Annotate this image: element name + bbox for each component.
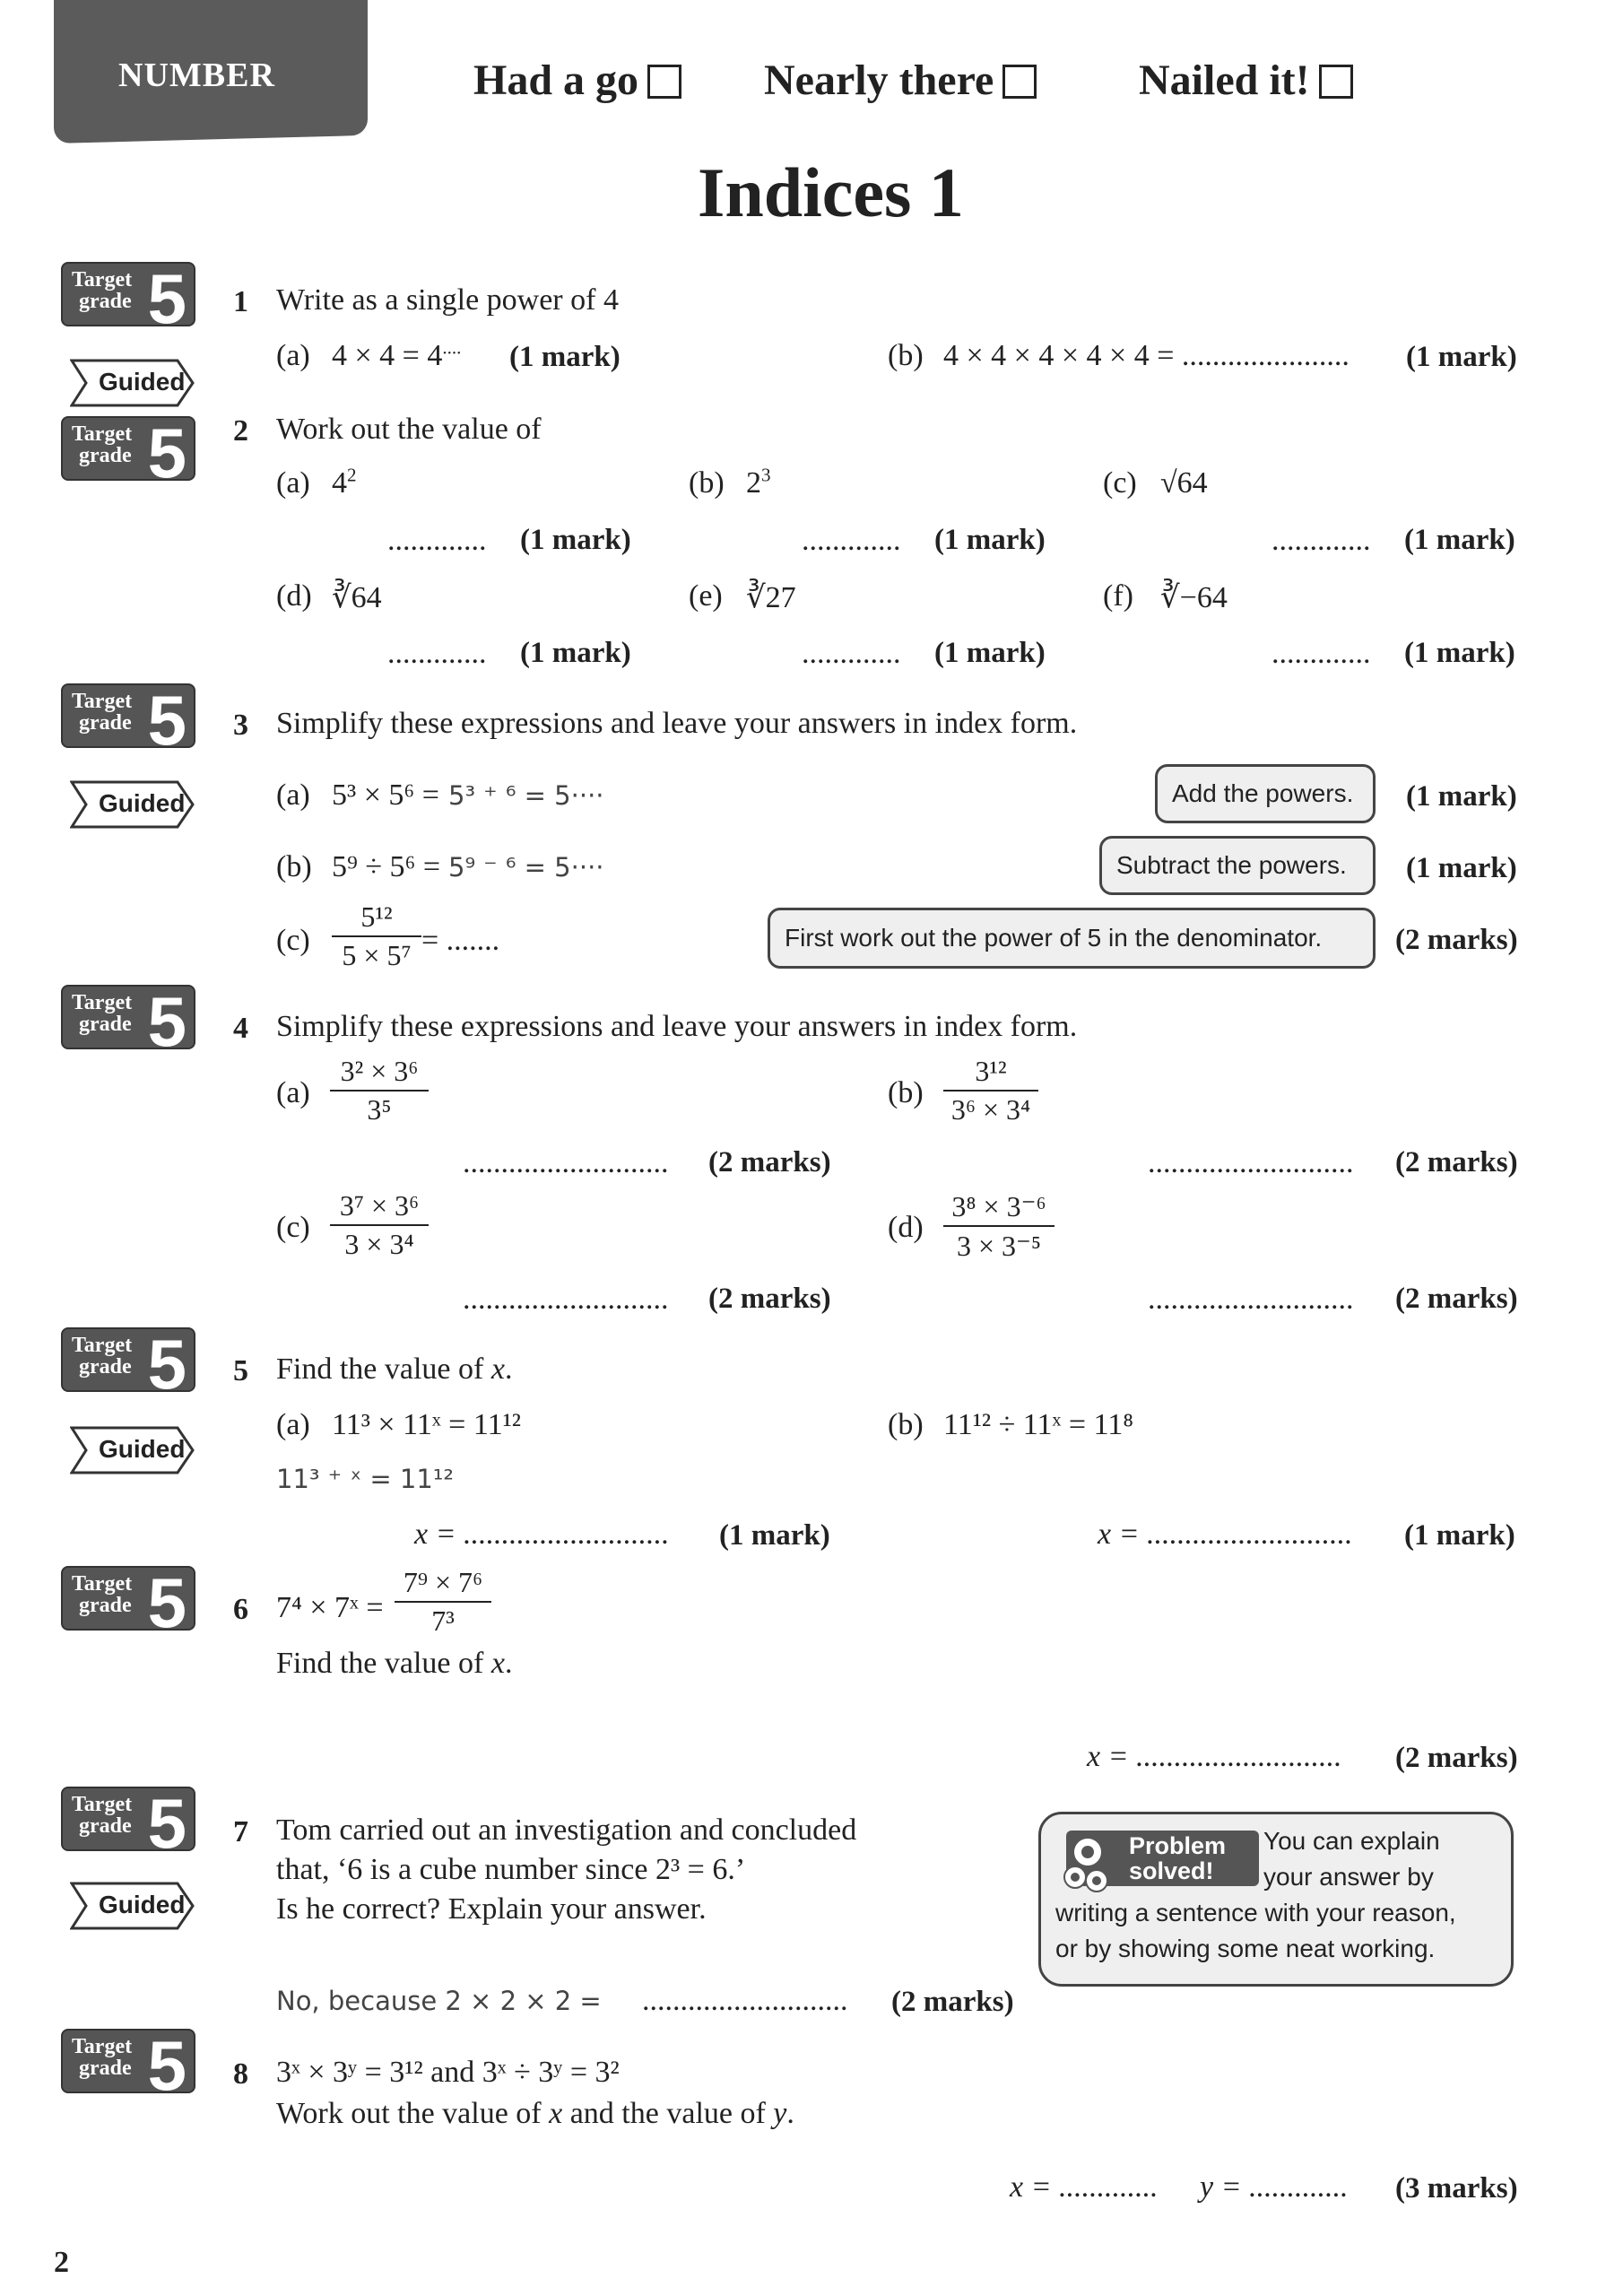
hint-box: Add the powers. — [1155, 764, 1376, 823]
question-number: 2 — [233, 414, 248, 448]
q1b-label: (b) — [888, 339, 924, 372]
answer-line[interactable]: ........................... — [642, 1984, 848, 2017]
problem-solved-text: You can explain — [1263, 1827, 1440, 1855]
question-prompt: Work out the value of x and the value of y. — [276, 2097, 794, 2130]
q3b-label: (b) — [276, 850, 312, 883]
answer-line-y[interactable]: y = ............. — [1200, 2170, 1349, 2204]
answer-line[interactable]: ............. — [802, 524, 901, 557]
gears-icon — [1057, 1834, 1129, 1897]
marks: (2 marks) — [1395, 924, 1518, 956]
q1a-label: (a) — [276, 339, 310, 372]
q3b-expression: 5⁹ ÷ 5⁶ = — [332, 850, 441, 883]
marks: (1 mark) — [1404, 1519, 1515, 1552]
q4c-label: (c) — [276, 1211, 310, 1244]
target-grade-badge: Target grade 5 — [61, 1787, 195, 1851]
q1b-expression[interactable]: 4 × 4 × 4 × 4 × 4 = ...................... — [943, 339, 1350, 372]
q4b-fraction: $\frac{\text{3¹²}}{\text{3⁶ × 3⁴}}$ — [943, 1055, 1038, 1126]
answer-line[interactable]: ............. — [1271, 637, 1371, 670]
marks: (1 mark) — [1406, 852, 1517, 884]
q2a-expression: $4^2$ — [332, 464, 357, 500]
q2a-label: (a) — [276, 466, 310, 500]
nailed-it-checkbox[interactable] — [1319, 65, 1353, 99]
answer-line-x[interactable]: x = ............. — [1010, 2170, 1159, 2204]
q3a-expression: 5³ × 5⁶ = — [332, 778, 439, 812]
q2d-label: (d) — [276, 579, 312, 613]
question-number: 5 — [233, 1354, 248, 1387]
answer-line[interactable]: x = ........................... — [414, 1518, 670, 1551]
question-text: Is he correct? Explain your answer. — [276, 1892, 707, 1926]
marks: (2 marks) — [708, 1146, 831, 1178]
target-grade-badge: Target grade 5 — [61, 262, 195, 326]
q2d-expression: ∛64 — [332, 581, 382, 614]
q2c-expression: √64 — [1160, 466, 1208, 500]
hint-box: First work out the power of 5 in the denominator. — [768, 908, 1376, 969]
question-number: 7 — [233, 1815, 248, 1848]
q3c-label: (c) — [276, 924, 310, 957]
question-prompt: Simplify these expressions and leave your answers in index form. — [276, 707, 1078, 740]
question-prompt: Find the value of x. — [276, 1647, 513, 1680]
q5b-label: (b) — [888, 1408, 924, 1441]
hint-box: Subtract the powers. — [1099, 836, 1376, 895]
answer-line[interactable]: ............. — [387, 637, 487, 670]
answer-line[interactable]: ........................... — [1148, 1146, 1354, 1179]
marks: (1 mark) — [719, 1519, 830, 1552]
marks: (1 mark) — [1404, 524, 1515, 556]
answer-line[interactable]: x = ........................... — [1087, 1740, 1342, 1773]
q4a-fraction: $\frac{\text{3² × 3⁶}}{\text{3⁵}}$ — [330, 1055, 429, 1126]
target-grade-badge: Target grade 5 — [61, 683, 195, 748]
q3a-label: (a) — [276, 778, 310, 812]
marks: (1 mark) — [520, 637, 631, 669]
had-a-go-checkbox[interactable] — [647, 65, 681, 99]
question-number: 8 — [233, 2057, 248, 2091]
q2b-label: (b) — [689, 466, 725, 500]
q2f-label: (f) — [1103, 579, 1133, 613]
guided-tag: Guided — [70, 1426, 195, 1474]
question-prompt: Find the value of x. — [276, 1352, 513, 1386]
question-prompt: Write as a single power of 4 — [276, 283, 619, 317]
answer-line[interactable]: ............. — [1271, 524, 1371, 557]
q2f-expression: ∛−64 — [1160, 581, 1228, 614]
problem-solved-text: your answer by — [1263, 1863, 1434, 1891]
answer-line[interactable]: = ....... — [421, 924, 500, 957]
target-grade-badge: Target grade 5 — [61, 1566, 195, 1631]
question-number: 6 — [233, 1593, 248, 1626]
q1a-marks: (1 mark) — [509, 341, 621, 373]
q1b-marks: (1 mark) — [1406, 341, 1517, 373]
question-text: that, ‘6 is a cube number since 2³ = 6.’ — [276, 1853, 746, 1886]
q3a-working: 5³ ⁺ ⁶ = 5···· — [448, 780, 604, 811]
q5a-working: 11³ ⁺ ˣ = 11¹² — [276, 1464, 455, 1494]
question-text: Tom carried out an investigation and concluded — [276, 1813, 857, 1847]
page-number: 2 — [54, 2246, 69, 2279]
q2e-expression: ∛27 — [746, 581, 796, 614]
question-number: 3 — [233, 709, 248, 742]
target-grade-badge: Target grade 5 — [61, 985, 195, 1049]
marks: (2 marks) — [1395, 1742, 1518, 1774]
q3b-working: 5⁹ ⁻ ⁶ = 5···· — [448, 852, 604, 883]
q6-expression: 7⁴ × 7ˣ = — [276, 1591, 384, 1624]
nearly-there-checkbox[interactable] — [1002, 65, 1037, 99]
marks: (1 mark) — [520, 524, 631, 556]
problem-solved-badge: Problem solved! — [1066, 1831, 1259, 1886]
answer-line[interactable]: ............. — [802, 637, 901, 670]
question-prompt: Work out the value of — [276, 413, 542, 446]
nailed-it-label: Nailed it! — [1139, 56, 1353, 105]
marks: (2 marks) — [891, 1986, 1014, 2018]
q7-working: No, because 2 × 2 × 2 = — [276, 1986, 602, 2016]
q6-fraction: $\frac{\text{7⁹ × 7⁶}}{\text{7³}}$ — [395, 1566, 491, 1638]
answer-line[interactable]: ........................... — [1148, 1283, 1354, 1316]
marks: (2 marks) — [1395, 1146, 1518, 1178]
marks: (1 mark) — [934, 524, 1046, 556]
answer-line[interactable]: ............. — [387, 524, 487, 557]
q4d-label: (d) — [888, 1211, 924, 1244]
target-grade-badge: Target grade 5 — [61, 1327, 195, 1392]
marks: (1 mark) — [934, 637, 1046, 669]
question-number: 4 — [233, 1012, 248, 1045]
marks: (3 marks) — [1395, 2172, 1518, 2205]
answer-line[interactable]: x = ........................... — [1098, 1518, 1353, 1551]
q5b-expression: 11¹² ÷ 11ˣ = 11⁸ — [943, 1408, 1134, 1441]
page-title: Indices 1 — [698, 153, 964, 231]
q2c-label: (c) — [1103, 466, 1137, 500]
q5a-label: (a) — [276, 1408, 310, 1441]
problem-solved-box — [1038, 1812, 1514, 1987]
q4b-label: (b) — [888, 1076, 924, 1109]
answer-line[interactable]: ........................... — [463, 1283, 669, 1316]
guided-tag: Guided — [70, 1882, 195, 1930]
marks: (1 mark) — [1404, 637, 1515, 669]
guided-tag: Guided — [70, 780, 195, 829]
q4c-fraction: $\frac{\text{3⁷ × 3⁶}}{\text{3 × 3⁴}}$ — [330, 1189, 429, 1261]
section-label: NUMBER — [118, 57, 275, 94]
q4a-label: (a) — [276, 1076, 310, 1109]
nearly-there-label: Nearly there — [764, 56, 1037, 105]
marks: (2 marks) — [708, 1283, 831, 1315]
target-grade-badge: Target grade 5 — [61, 416, 195, 481]
had-a-go-label: Had a go — [473, 56, 681, 105]
q3c-fraction: $\frac{\text{5¹²}}{\text{5 × 5⁷}}$ — [332, 900, 421, 972]
guided-tag: Guided — [70, 359, 195, 407]
target-grade-badge: Target grade 5 — [61, 2029, 195, 2093]
q5a-expression: 11³ × 11ˣ = 11¹² — [332, 1408, 521, 1441]
question-prompt: Simplify these expressions and leave your answers in index form. — [276, 1010, 1078, 1043]
question-text: 3ˣ × 3ʸ = 3¹² and 3ˣ ÷ 3ʸ = 3² — [276, 2056, 620, 2089]
answer-line[interactable]: ........................... — [463, 1146, 669, 1179]
q2b-expression: $2^3$ — [746, 464, 771, 500]
q4d-fraction: $\frac{\text{3⁸ × 3⁻⁶}}{\text{3 × 3⁻⁵}}$ — [943, 1189, 1055, 1263]
question-number: 1 — [233, 285, 248, 318]
marks: (1 mark) — [1406, 780, 1517, 813]
marks: (2 marks) — [1395, 1283, 1518, 1315]
q1a-expression: 4 × 4 = 4.... — [332, 336, 462, 372]
problem-solved-text: writing a sentence with your reason, — [1055, 1899, 1456, 1926]
q2e-label: (e) — [689, 579, 723, 613]
problem-solved-text: or by showing some neat working. — [1055, 1935, 1436, 1962]
